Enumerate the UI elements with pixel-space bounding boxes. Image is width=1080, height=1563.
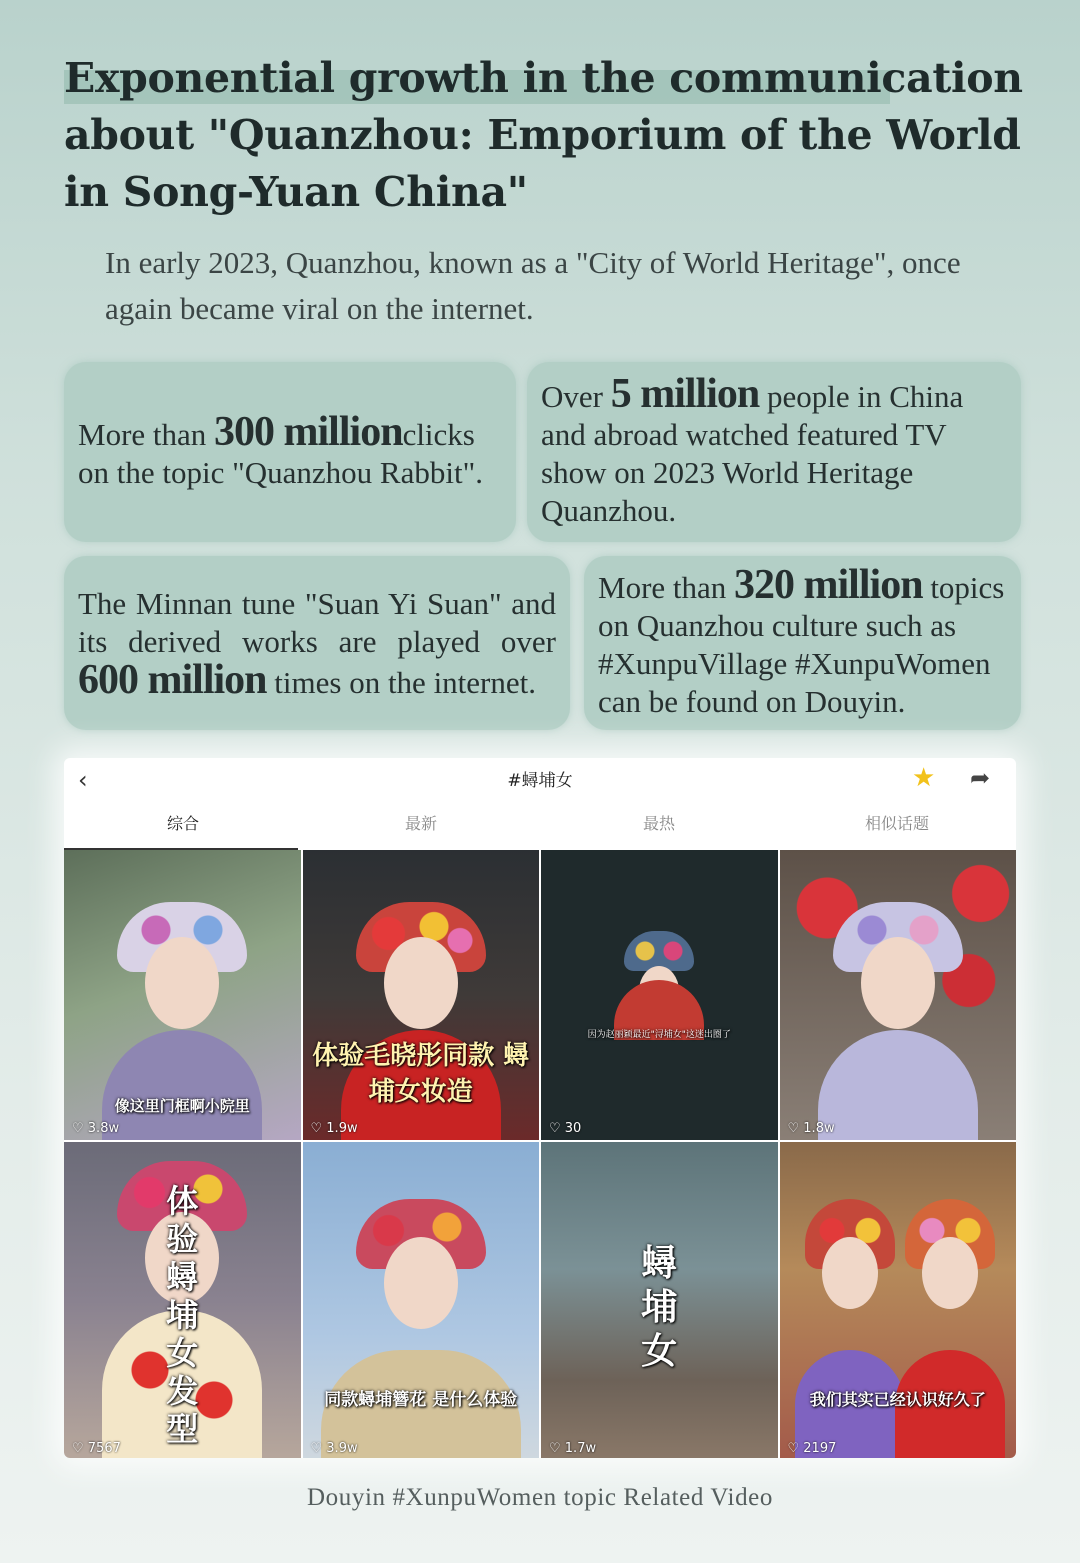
video-caption: 体验蟳埔女发型 <box>166 1182 199 1448</box>
star-icon[interactable]: ★ <box>912 763 936 793</box>
tab-latest[interactable]: 最新 <box>404 814 437 833</box>
stat-number: 300 million <box>214 408 403 455</box>
stat-card-text <box>78 408 502 492</box>
tab-comprehensive[interactable]: 综合 <box>166 814 199 833</box>
like-count: ♡ 2197 <box>787 1441 837 1456</box>
tab-similar-topics[interactable]: 相似话题 <box>864 814 929 833</box>
figure <box>102 1030 262 1140</box>
video-thumb[interactable] <box>64 1142 301 1458</box>
intro-text: In early 2023, Quanzhou, known as a "City of World Heritage", once again became viral on the internet. <box>105 245 961 326</box>
stat-card-text <box>541 370 1007 530</box>
video-thumb[interactable] <box>541 850 778 1140</box>
stat-card-minnan-tune <box>64 556 570 730</box>
face <box>145 937 219 1029</box>
back-icon[interactable]: ‹ <box>78 766 88 794</box>
like-count: ♡ 1.7w <box>549 1441 597 1456</box>
like-count: ♡ 1.9w <box>310 1121 358 1136</box>
video-thumb[interactable] <box>780 850 1017 1140</box>
stat-text: times on the internet. <box>266 664 536 700</box>
stat-text: The Minnan tune "Suan Yi Suan" and its derived works are played over <box>78 585 556 659</box>
page-title: Exponential growth in the communication about "Quanzhou: Emporium of the World in Song-Yuan China" <box>64 54 1023 216</box>
stat-text: topics on Quanzhou culture such as #XunpuVillage #XunpuWomen can be found on Douyin. <box>598 569 1005 719</box>
video-caption: 体验毛晓彤同款 蟳埔女妆造 <box>312 1041 530 1107</box>
video-thumb[interactable] <box>64 850 301 1140</box>
video-caption: 像这里门框啊小院里 <box>114 1097 250 1115</box>
face <box>922 1237 978 1309</box>
stat-text: More than <box>78 416 215 452</box>
stat-number: 320 million <box>734 561 923 608</box>
douyin-topic-screenshot <box>64 758 1016 1458</box>
video-caption: 因为赵丽颖最近"浔埔女"这迷出圈了 <box>587 1030 731 1040</box>
video-thumb[interactable] <box>303 850 540 1140</box>
face <box>384 937 458 1029</box>
like-count: ♡ 30 <box>549 1121 582 1136</box>
like-count: ♡ 3.8w <box>72 1121 120 1136</box>
video-thumb[interactable] <box>780 1142 1017 1458</box>
stat-number: 5 million <box>610 370 760 417</box>
like-count: ♡ 7567 <box>72 1441 121 1456</box>
topic-tabs <box>64 798 1016 850</box>
video-caption: 我们其实已经认识好久了 <box>809 1390 986 1409</box>
like-count: ♡ 3.9w <box>310 1441 358 1456</box>
face <box>861 937 935 1029</box>
topic-header <box>64 758 1016 798</box>
face <box>384 1237 458 1329</box>
share-icon[interactable]: ➦ <box>970 764 991 792</box>
video-caption: 蟳埔女 <box>641 1243 678 1372</box>
topic-title: #蟳埔女 <box>507 771 573 791</box>
like-count: ♡ 1.8w <box>787 1121 835 1136</box>
video-thumb[interactable] <box>541 1142 778 1458</box>
stat-text: clicks on the topic "Quanzhou Rabbit". <box>78 416 483 490</box>
stat-card-text <box>78 585 556 702</box>
stat-text: people in China and abroad watched featured TV show on 2023 World Heritage Quanzhou. <box>541 378 964 528</box>
video-caption: 同款蟳埔簪花 是什么体验 <box>324 1390 518 1410</box>
stat-text: More than <box>598 569 735 605</box>
stat-card-rabbit <box>64 362 516 542</box>
stat-card-text <box>598 561 1007 721</box>
image-caption: Douyin #XunpuWomen topic Related Video <box>307 1484 773 1511</box>
figure <box>818 1030 978 1140</box>
stat-number: 600 million <box>78 656 267 703</box>
video-thumb[interactable] <box>303 1142 540 1458</box>
stat-card-douyin-topics <box>584 556 1021 730</box>
video-grid <box>64 850 1016 1458</box>
face <box>822 1237 878 1309</box>
stat-text: Over <box>541 378 611 414</box>
stat-card-tv-show <box>527 362 1021 542</box>
tab-hottest[interactable]: 最热 <box>642 814 675 833</box>
title-block <box>64 50 1054 221</box>
